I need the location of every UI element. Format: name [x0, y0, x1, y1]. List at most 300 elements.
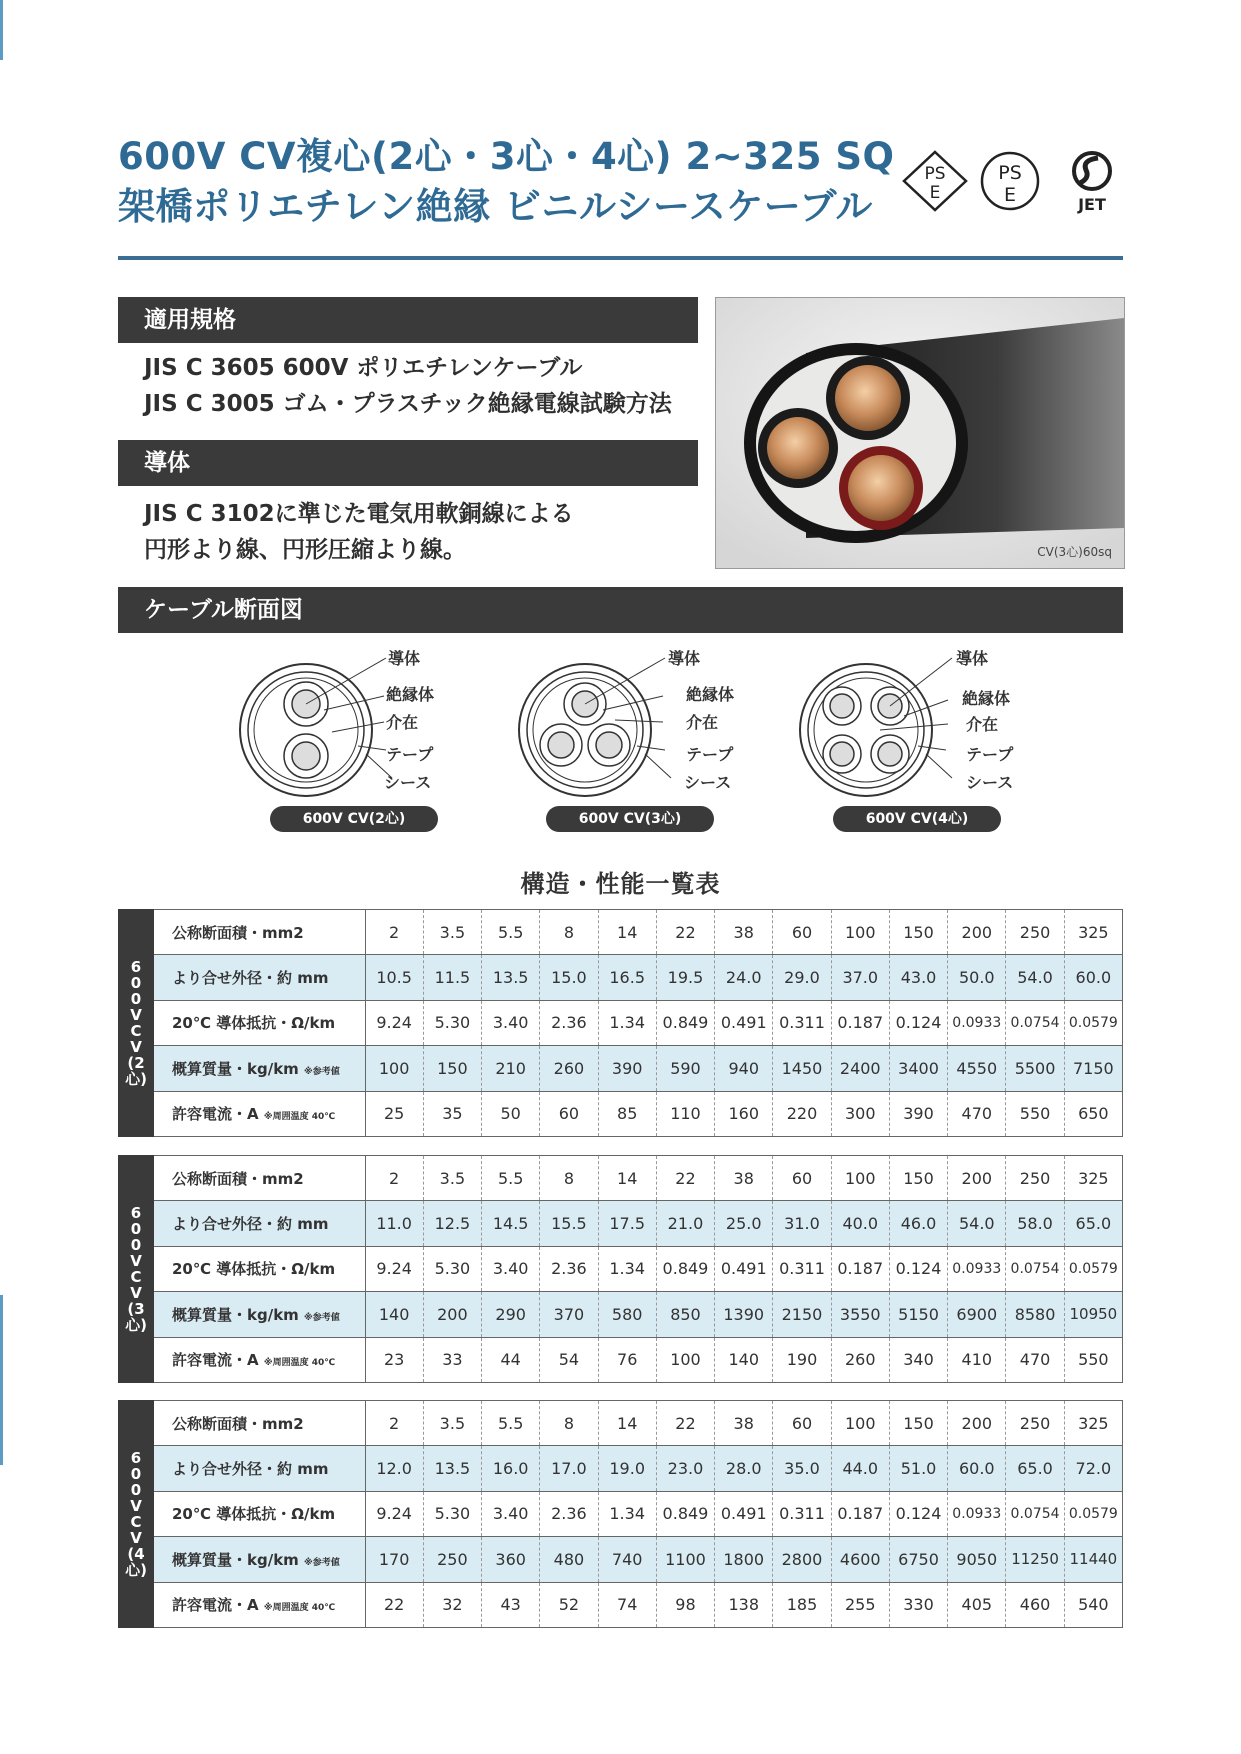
side-label-char: C — [130, 1513, 142, 1531]
row-label — [154, 1401, 365, 1446]
table-cell: 9.24 — [365, 1246, 423, 1291]
row-label — [154, 1091, 365, 1136]
row-label-text: より合せ外径・約 mm — [172, 1215, 329, 1234]
spec-table-block — [118, 1400, 1123, 1628]
table-cell: 38 — [715, 1401, 773, 1446]
table-cell: 140 — [365, 1292, 423, 1337]
table-cell: 15.0 — [540, 955, 598, 1000]
diagram-4core-part-conductor: 導体 — [956, 649, 989, 668]
table-row — [154, 1446, 1123, 1491]
table-cell: 200 — [948, 1156, 1006, 1201]
diagram-4core-part-filler: 介在 — [966, 715, 999, 734]
table-cell: 29.0 — [773, 955, 831, 1000]
table-cell: 340 — [889, 1337, 947, 1382]
table-cell: 138 — [715, 1582, 773, 1627]
table-row — [154, 1491, 1123, 1536]
note-reference-value: ※参考値 — [304, 1312, 340, 1323]
table-cell: 11.0 — [365, 1201, 423, 1246]
table-cell: 13.5 — [423, 1446, 481, 1491]
table-cell: 5150 — [889, 1292, 947, 1337]
table-cell: 370 — [540, 1292, 598, 1337]
table-cell: 0.0933 — [948, 1246, 1006, 1291]
table-cell: 0.491 — [715, 1491, 773, 1536]
row-label — [154, 1446, 365, 1491]
table-cell: 185 — [773, 1582, 831, 1627]
note-ambient-temp: ※周囲温度 40℃ — [263, 1112, 336, 1123]
row-label-text: 公称断面積・mm2 — [172, 1169, 304, 1188]
cable-photo-image — [716, 298, 1124, 568]
table-cell: 0.0754 — [1006, 1491, 1064, 1536]
table-cell: 200 — [948, 1401, 1006, 1446]
table-cell: 50 — [482, 1091, 540, 1136]
table-cell: 0.311 — [773, 1491, 831, 1536]
side-label-char: 0 — [130, 974, 142, 992]
diagram-3core-part-insulation: 絶縁体 — [686, 685, 735, 704]
page-title — [118, 132, 894, 232]
table-cell: 1.34 — [598, 1000, 656, 1045]
table-cell: 390 — [889, 1091, 947, 1136]
table-cell: 260 — [831, 1337, 889, 1382]
table-cell: 470 — [948, 1091, 1006, 1136]
spec-table-block — [118, 1155, 1123, 1383]
table-cell: 0.187 — [831, 1491, 889, 1536]
side-label-char: 心) — [125, 1316, 147, 1334]
side-label-char: 0 — [130, 1465, 142, 1483]
table-row — [154, 1582, 1123, 1627]
table-cell: 580 — [598, 1292, 656, 1337]
jet-logo — [1074, 153, 1110, 214]
pse-diamond-logo — [904, 152, 966, 210]
row-label — [154, 1337, 365, 1382]
table-cell: 13.5 — [482, 955, 540, 1000]
diagram-2core-part-insulation: 絶縁体 — [386, 685, 435, 704]
side-label-char: 0 — [130, 990, 142, 1008]
table-cell: 0.0933 — [948, 1000, 1006, 1045]
table-cell: 250 — [1006, 910, 1064, 955]
row-label-text: 概算質量・kg/km — [172, 1059, 299, 1078]
table-cell: 22 — [656, 910, 714, 955]
photo-caption: CV(3心)60sq — [1037, 545, 1112, 559]
standard-line-1: JIS C 3605 600V ポリエチレンケーブル — [144, 355, 583, 381]
table-row — [154, 1246, 1123, 1291]
table-cell: 850 — [656, 1292, 714, 1337]
row-label — [154, 1537, 365, 1582]
side-label-char: V — [130, 1497, 142, 1515]
table-cell: 0.124 — [889, 1246, 947, 1291]
diagram-4core-leaders — [796, 650, 1036, 790]
note-ambient-temp: ※周囲温度 40℃ — [263, 1358, 336, 1369]
table-row — [154, 955, 1123, 1000]
diagram-2core-part-tape: テープ — [386, 745, 434, 764]
table-cell: 12.5 — [423, 1201, 481, 1246]
table-cell: 360 — [482, 1537, 540, 1582]
table-cell: 460 — [1006, 1582, 1064, 1627]
diagram-3core-label: 600V CV(3心) — [546, 806, 714, 832]
table-cell: 0.311 — [773, 1000, 831, 1045]
conductor-heading: 導体 — [118, 440, 698, 486]
diagram-2core-label: 600V CV(2心) — [270, 806, 438, 832]
table-cell: 740 — [598, 1537, 656, 1582]
table-cell: 5.5 — [482, 1156, 540, 1201]
table-cell: 7150 — [1064, 1046, 1122, 1091]
table-cell: 390 — [598, 1046, 656, 1091]
row-label-text: 20℃ 導体抵抗・Ω/km — [172, 1260, 336, 1279]
diagram-3core-part-filler: 介在 — [686, 713, 719, 732]
table-cell: 2 — [365, 910, 423, 955]
table-cell: 0.311 — [773, 1246, 831, 1291]
side-label-char: C — [130, 1268, 142, 1286]
table-cell: 2 — [365, 1156, 423, 1201]
table-cell: 0.491 — [715, 1000, 773, 1045]
table-cell: 110 — [656, 1091, 714, 1136]
table-cell: 72.0 — [1064, 1446, 1122, 1491]
row-label — [154, 910, 365, 955]
table-cell: 23 — [365, 1337, 423, 1382]
standards-heading: 適用規格 — [118, 297, 698, 343]
side-label-char: 心) — [125, 1561, 147, 1579]
table-cell: 44 — [482, 1337, 540, 1382]
row-label-text: 許容電流・A — [172, 1351, 259, 1370]
table-cell: 0.0754 — [1006, 1000, 1064, 1045]
table-cell: 330 — [889, 1582, 947, 1627]
table-cell: 21.0 — [656, 1201, 714, 1246]
note-reference-value: ※参考値 — [304, 1557, 340, 1568]
table-cell: 4550 — [948, 1046, 1006, 1091]
table-cell: 60 — [773, 1401, 831, 1446]
side-label-char: 6 — [130, 1204, 142, 1222]
standard-line-2: JIS C 3005 ゴム・プラスチック絶縁電線試験方法 — [144, 391, 672, 417]
table-cell: 1800 — [715, 1537, 773, 1582]
table-cell: 100 — [365, 1046, 423, 1091]
title-line-1: 600V CV複心(2心・3心・4心) 2~325 SQ — [118, 135, 895, 178]
table-cell: 3.40 — [482, 1000, 540, 1045]
table-cell: 3.5 — [423, 1156, 481, 1201]
certification-logos — [900, 146, 1125, 216]
row-label — [154, 1046, 365, 1091]
table-cell: 25 — [365, 1091, 423, 1136]
table-cell: 9.24 — [365, 1000, 423, 1045]
table-cell: 14 — [598, 910, 656, 955]
table-cell: 32 — [423, 1582, 481, 1627]
table-cell: 3.5 — [423, 910, 481, 955]
table-cell: 2 — [365, 1401, 423, 1446]
block-side-label — [118, 1155, 154, 1383]
table-cell: 325 — [1064, 1156, 1122, 1201]
table-cell: 5.30 — [423, 1491, 481, 1536]
svg-text:E: E — [1003, 184, 1017, 206]
side-label-char: (4 — [127, 1545, 145, 1563]
table-cell: 1100 — [656, 1537, 714, 1582]
table-cell: 35 — [423, 1091, 481, 1136]
table-cell: 290 — [482, 1292, 540, 1337]
table-cell: 25.0 — [715, 1201, 773, 1246]
table-row — [154, 1201, 1123, 1246]
diagram-4core-part-sheath: シース — [966, 773, 1014, 792]
row-label-text: より合せ外径・約 mm — [172, 969, 329, 988]
diagram-3core-part-conductor: 導体 — [668, 649, 701, 668]
table-cell: 160 — [715, 1091, 773, 1136]
table-cell: 150 — [889, 1401, 947, 1446]
table-cell: 0.849 — [656, 1000, 714, 1045]
table-cell: 480 — [540, 1537, 598, 1582]
table-cell: 9050 — [948, 1537, 1006, 1582]
table-cell: 1450 — [773, 1046, 831, 1091]
row-label-text: 公称断面積・mm2 — [172, 1414, 304, 1433]
table-cell: 250 — [1006, 1156, 1064, 1201]
diagram-4core-label: 600V CV(4心) — [833, 806, 1001, 832]
table-cell: 8 — [540, 910, 598, 955]
table-cell: 255 — [831, 1582, 889, 1627]
table-cell: 2150 — [773, 1292, 831, 1337]
table-cell: 0.0579 — [1064, 1000, 1122, 1045]
row-label-text: 許容電流・A — [172, 1596, 259, 1615]
table-cell: 0.0754 — [1006, 1246, 1064, 1291]
table-cell: 470 — [1006, 1337, 1064, 1382]
table-cell: 0.187 — [831, 1246, 889, 1291]
table-cell: 35.0 — [773, 1446, 831, 1491]
table-cell: 1.34 — [598, 1246, 656, 1291]
table-cell: 85 — [598, 1091, 656, 1136]
side-label-char: 0 — [130, 1220, 142, 1238]
table-row — [154, 1156, 1123, 1201]
title-line-2: 架橋ポリエチレン絶縁 ビニルシースケーブル — [118, 185, 873, 228]
table-cell: 2.36 — [540, 1246, 598, 1291]
conductor-line-2: 円形より線、円形圧縮より線。 — [144, 537, 466, 563]
table-cell: 22 — [656, 1401, 714, 1446]
row-label — [154, 1156, 365, 1201]
diagram-4core-part-tape: テープ — [966, 745, 1014, 764]
table-cell: 405 — [948, 1582, 1006, 1627]
table-cell: 150 — [423, 1046, 481, 1091]
table-cell: 9.24 — [365, 1491, 423, 1536]
side-label-char: V — [130, 1038, 142, 1056]
table-cell: 5.30 — [423, 1000, 481, 1045]
table-row — [154, 1046, 1123, 1091]
table-cell: 0.0579 — [1064, 1491, 1122, 1536]
cable-photo — [715, 297, 1125, 569]
row-label — [154, 955, 365, 1000]
table-cell: 200 — [948, 910, 1006, 955]
table-cell: 54 — [540, 1337, 598, 1382]
table-cell: 2.36 — [540, 1000, 598, 1045]
table-cell: 325 — [1064, 1401, 1122, 1446]
table-cell: 19.0 — [598, 1446, 656, 1491]
side-label-char: (3 — [127, 1300, 145, 1318]
table-cell: 12.0 — [365, 1446, 423, 1491]
table-cell: 100 — [656, 1337, 714, 1382]
table-cell: 410 — [948, 1337, 1006, 1382]
table-cell: 0.491 — [715, 1246, 773, 1291]
pse-round-logo — [982, 153, 1038, 209]
table-cell: 23.0 — [656, 1446, 714, 1491]
diagram-3core-leaders — [515, 650, 755, 790]
table-cell: 5.5 — [482, 910, 540, 955]
diagram-3core-part-tape: テープ — [686, 745, 734, 764]
table-cell: 0.187 — [831, 1000, 889, 1045]
row-label-text: 20℃ 導体抵抗・Ω/km — [172, 1505, 336, 1524]
table-cell: 325 — [1064, 910, 1122, 955]
row-label-text: 許容電流・A — [172, 1105, 259, 1124]
title-divider — [118, 256, 1123, 260]
table-cell: 54.0 — [1006, 955, 1064, 1000]
table-cell: 550 — [1064, 1337, 1122, 1382]
table-cell: 220 — [773, 1091, 831, 1136]
table-cell: 17.5 — [598, 1201, 656, 1246]
diagram-4core-part-insulation: 絶縁体 — [962, 689, 1011, 708]
table-cell: 98 — [656, 1582, 714, 1627]
row-label-text: 概算質量・kg/km — [172, 1305, 299, 1324]
table-cell: 0.124 — [889, 1491, 947, 1536]
table-cell: 0.124 — [889, 1000, 947, 1045]
table-cell: 51.0 — [889, 1446, 947, 1491]
table-row — [154, 1091, 1123, 1136]
row-label — [154, 1292, 365, 1337]
block-side-label — [118, 909, 154, 1137]
row-label-text: 概算質量・kg/km — [172, 1550, 299, 1569]
table-cell: 100 — [831, 1156, 889, 1201]
table-cell: 550 — [1006, 1091, 1064, 1136]
side-label-char: 0 — [130, 1481, 142, 1499]
edge-accent-top — [0, 0, 3, 60]
table-cell: 10.5 — [365, 955, 423, 1000]
svg-text:E: E — [929, 183, 941, 203]
table-cell: 10950 — [1064, 1292, 1122, 1337]
table-cell: 60 — [773, 910, 831, 955]
side-label-char: 0 — [130, 1236, 142, 1254]
table-cell: 5500 — [1006, 1046, 1064, 1091]
table-cell: 3400 — [889, 1046, 947, 1091]
table-cell: 250 — [1006, 1401, 1064, 1446]
table-cell: 19.5 — [656, 955, 714, 1000]
diagram-2core-part-sheath: シース — [384, 773, 432, 792]
table-cell: 100 — [831, 1401, 889, 1446]
table-cell: 150 — [889, 1156, 947, 1201]
diagram-2core-part-conductor: 導体 — [388, 649, 421, 668]
table-cell: 60.0 — [948, 1446, 1006, 1491]
table-cell: 60.0 — [1064, 955, 1122, 1000]
side-label-char: 6 — [130, 1449, 142, 1467]
svg-text:PS: PS — [924, 164, 946, 184]
table-cell: 940 — [715, 1046, 773, 1091]
diagram-3core-part-sheath: シース — [684, 773, 732, 792]
spec-table — [154, 1400, 1123, 1628]
table-cell: 37.0 — [831, 955, 889, 1000]
table-row — [154, 1000, 1123, 1045]
table-cell: 250 — [423, 1537, 481, 1582]
table-cell: 200 — [423, 1292, 481, 1337]
note-reference-value: ※参考値 — [304, 1066, 340, 1077]
table-cell: 16.5 — [598, 955, 656, 1000]
row-label — [154, 1201, 365, 1246]
side-label-char: V — [130, 1252, 142, 1270]
table-cell: 2800 — [773, 1537, 831, 1582]
cross-section-heading: ケーブル断面図 — [118, 587, 1123, 633]
table-cell: 0.849 — [656, 1491, 714, 1536]
table-row — [154, 910, 1123, 955]
table-cell: 44.0 — [831, 1446, 889, 1491]
spec-table-block — [118, 909, 1123, 1137]
table-cell: 8 — [540, 1156, 598, 1201]
table-cell: 3550 — [831, 1292, 889, 1337]
table-cell: 14 — [598, 1401, 656, 1446]
table-row — [154, 1292, 1123, 1337]
table-cell: 0.0579 — [1064, 1246, 1122, 1291]
table-cell: 14.5 — [482, 1201, 540, 1246]
table-cell: 3.40 — [482, 1491, 540, 1536]
table-cell: 140 — [715, 1337, 773, 1382]
table-cell: 590 — [656, 1046, 714, 1091]
svg-text:PS: PS — [998, 162, 1022, 184]
side-label-char: C — [130, 1022, 142, 1040]
table-cell: 54.0 — [948, 1201, 1006, 1246]
side-label-char: 6 — [130, 958, 142, 976]
table-cell: 17.0 — [540, 1446, 598, 1491]
table-cell: 650 — [1064, 1091, 1122, 1136]
table-cell: 38 — [715, 1156, 773, 1201]
table-cell: 11250 — [1006, 1537, 1064, 1582]
row-label — [154, 1582, 365, 1627]
table-cell: 0.849 — [656, 1246, 714, 1291]
table-cell: 5.5 — [482, 1401, 540, 1446]
table-cell: 11440 — [1064, 1537, 1122, 1582]
table-cell: 76 — [598, 1337, 656, 1382]
note-ambient-temp: ※周囲温度 40℃ — [263, 1603, 336, 1614]
spec-table — [154, 909, 1123, 1137]
row-label-text: 20℃ 導体抵抗・Ω/km — [172, 1014, 336, 1033]
table-cell: 22 — [365, 1582, 423, 1627]
row-label-text: より合せ外径・約 mm — [172, 1460, 329, 1479]
table-cell: 60 — [540, 1091, 598, 1136]
table-cell: 0.0933 — [948, 1491, 1006, 1536]
table-cell: 58.0 — [1006, 1201, 1064, 1246]
table-title: 構造・性能一覧表 — [520, 870, 721, 898]
row-label — [154, 1491, 365, 1536]
table-cell: 16.0 — [482, 1446, 540, 1491]
row-label-text: 公称断面積・mm2 — [172, 923, 304, 942]
table-cell: 300 — [831, 1091, 889, 1136]
table-cell: 31.0 — [773, 1201, 831, 1246]
table-cell: 74 — [598, 1582, 656, 1627]
table-cell: 24.0 — [715, 955, 773, 1000]
svg-text:JET: JET — [1078, 195, 1106, 214]
table-cell: 3.5 — [423, 1401, 481, 1446]
row-label — [154, 1246, 365, 1291]
table-cell: 150 — [889, 910, 947, 955]
table-cell: 46.0 — [889, 1201, 947, 1246]
table-cell: 5.30 — [423, 1246, 481, 1291]
table-cell: 52 — [540, 1582, 598, 1627]
table-row — [154, 1337, 1123, 1382]
side-label-char: (2 — [127, 1054, 145, 1072]
edge-accent-bottom — [0, 1295, 3, 1465]
table-cell: 40.0 — [831, 1201, 889, 1246]
table-cell: 11.5 — [423, 955, 481, 1000]
side-label-char: V — [130, 1529, 142, 1547]
table-cell: 50.0 — [948, 955, 1006, 1000]
table-cell: 43.0 — [889, 955, 947, 1000]
table-cell: 6900 — [948, 1292, 1006, 1337]
table-cell: 4600 — [831, 1537, 889, 1582]
block-side-label — [118, 1400, 154, 1628]
table-cell: 260 — [540, 1046, 598, 1091]
table-cell: 38 — [715, 910, 773, 955]
table-cell: 2.36 — [540, 1491, 598, 1536]
table-cell: 1.34 — [598, 1491, 656, 1536]
table-cell: 3.40 — [482, 1246, 540, 1291]
table-cell: 190 — [773, 1337, 831, 1382]
table-row — [154, 1537, 1123, 1582]
row-label — [154, 1000, 365, 1045]
